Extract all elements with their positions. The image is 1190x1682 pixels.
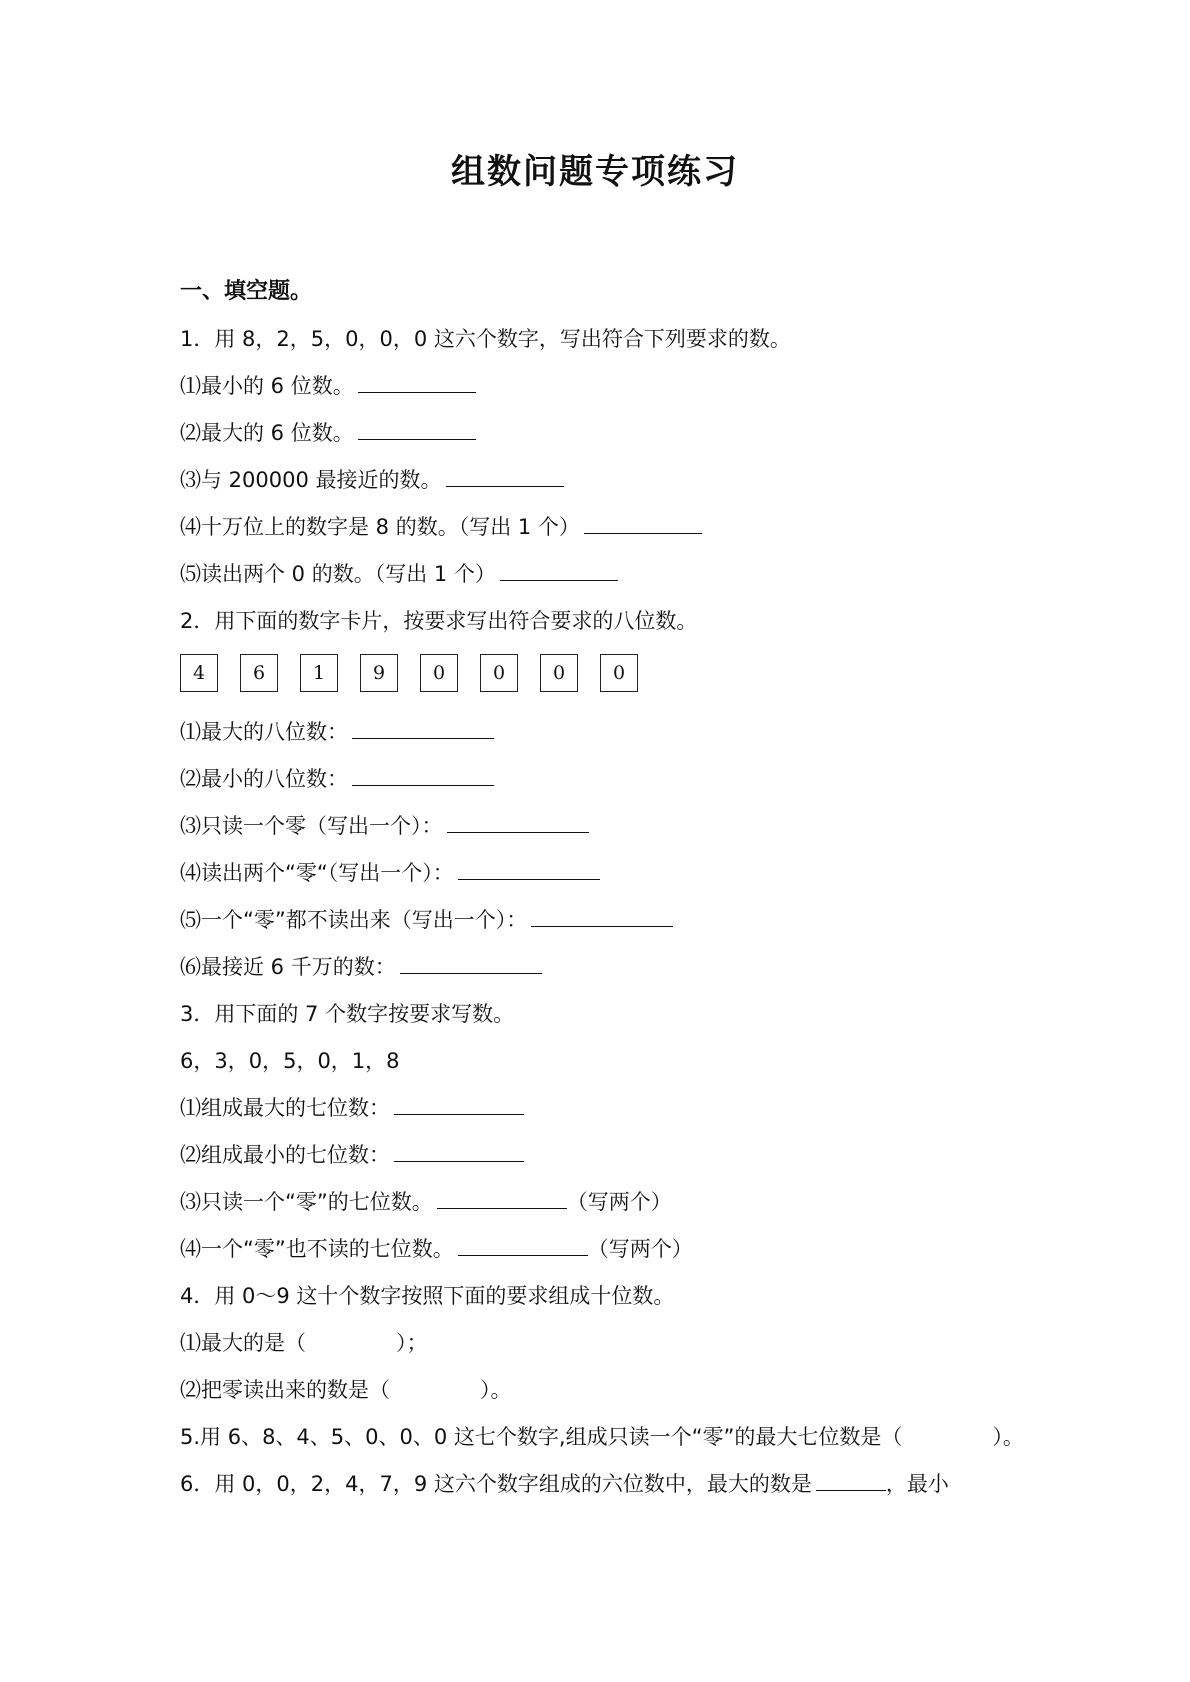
q1-item: ⑷十万位上的数字是 8 的数。（写出 1 个） bbox=[180, 511, 1060, 558]
q4-item: ⑵把零读出来的数是（ ）。 bbox=[180, 1378, 512, 1402]
question-list bbox=[180, 323, 1060, 1515]
digit-card: 0 bbox=[540, 654, 578, 692]
answer-blank[interactable] bbox=[358, 370, 476, 393]
answer-blank[interactable] bbox=[458, 857, 600, 880]
q3-item: ⑴组成最大的七位数： bbox=[180, 1092, 1060, 1139]
digit-card: 0 bbox=[480, 654, 518, 692]
question-6: 6．用 0，0，2，4，7，9 这六个数字组成的六位数中，最大的数是 ，最小 bbox=[180, 1468, 1060, 1515]
answer-blank[interactable] bbox=[446, 464, 564, 487]
question-3-stem: 3．用下面的 7 个数字按要求写数。 bbox=[180, 1002, 515, 1026]
answer-blank[interactable] bbox=[437, 1186, 567, 1209]
answer-blank[interactable] bbox=[458, 1233, 588, 1256]
digit-card: 9 bbox=[360, 654, 398, 692]
section-heading: 一、填空题。 bbox=[180, 279, 313, 304]
question-2-stem: 2．用下面的数字卡片，按要求写出符合要求的八位数。 bbox=[180, 609, 698, 633]
answer-blank[interactable] bbox=[394, 1092, 524, 1115]
q2-item: ⑹最接近 6 千万的数： bbox=[180, 951, 1060, 998]
answer-blank[interactable] bbox=[400, 951, 542, 974]
digit-card: 4 bbox=[180, 654, 218, 692]
question-1-stem: 1．用 8，2，5，0，0，0 这六个数字，写出符合下列要求的数。 bbox=[180, 327, 791, 351]
q3-digits: 6，3，0，5，0，1，8 bbox=[180, 1049, 400, 1073]
answer-blank[interactable] bbox=[352, 716, 494, 739]
answer-blank[interactable] bbox=[394, 1139, 524, 1162]
digit-card: 0 bbox=[420, 654, 458, 692]
q2-item: ⑶只读一个零（写出一个）： bbox=[180, 810, 1060, 857]
answer-blank[interactable] bbox=[352, 763, 494, 786]
q1-item: ⑶与 200000 最接近的数。 bbox=[180, 464, 1060, 511]
digit-cards bbox=[180, 652, 1060, 716]
q2-item: ⑵最小的八位数： bbox=[180, 763, 1060, 810]
q2-item: ⑷读出两个“零“（写出一个）： bbox=[180, 857, 1060, 904]
question-4-stem: 4．用 0～9 这十个数字按照下面的要求组成十位数。 bbox=[180, 1284, 675, 1308]
q1-item: ⑴最小的 6 位数。 bbox=[180, 370, 1060, 417]
digit-card: 0 bbox=[600, 654, 638, 692]
answer-blank[interactable] bbox=[358, 417, 476, 440]
q2-item: ⑸一个“零”都不读出来（写出一个）： bbox=[180, 904, 1060, 951]
question-5: 5.用 6、8、4、5、0、0、0 这七个数字,组成只读一个“零”的最大七位数是（ ）。 bbox=[180, 1425, 1024, 1449]
answer-blank[interactable] bbox=[531, 904, 673, 927]
q2-item: ⑴最大的八位数： bbox=[180, 716, 1060, 763]
answer-blank[interactable] bbox=[447, 810, 589, 833]
q4-item: ⑴最大的是（ ）； bbox=[180, 1331, 428, 1355]
q1-item: ⑵最大的 6 位数。 bbox=[180, 417, 1060, 464]
digit-card: 6 bbox=[240, 654, 278, 692]
answer-blank[interactable] bbox=[584, 511, 702, 534]
q1-item: ⑸读出两个 0 的数。（写出 1 个） bbox=[180, 558, 1060, 605]
answer-blank[interactable] bbox=[816, 1468, 886, 1491]
page-title: 组数问题专项练习 bbox=[451, 152, 739, 192]
answer-blank[interactable] bbox=[500, 558, 618, 581]
digit-card: 1 bbox=[300, 654, 338, 692]
q3-item: ⑵组成最小的七位数： bbox=[180, 1139, 1060, 1186]
q3-item: ⑷一个“零”也不读的七位数。 （写两个） bbox=[180, 1233, 1060, 1280]
q3-item: ⑶只读一个“零”的七位数。 （写两个） bbox=[180, 1186, 1060, 1233]
